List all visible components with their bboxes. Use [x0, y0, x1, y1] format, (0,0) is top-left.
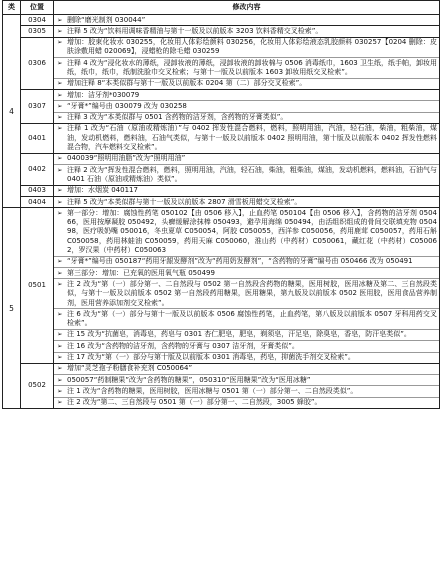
- content-text: 删除“磨光制剂 030044”: [67, 15, 146, 24]
- table-row: [3, 123, 440, 153]
- arrow-bullet-icon: ➢: [57, 375, 63, 384]
- arrow-bullet-icon: ➢: [57, 257, 63, 266]
- position-cell: 0404: [21, 197, 54, 208]
- content-text: 注释 1 改为“石油（原油或精炼油）”与 0402 挥发性混合燃料，燃料，照明用油，汽油，轻石油，柴油，粗柴油，煤油，发动机燃料，燃料油，石油气类似，与第十一版及以前版本 0402 照明用油，第十版及以前版本 0402 挥发性燃料混合物，汽车燃料交叉检索”。: [67, 124, 437, 152]
- content-line: [54, 341, 439, 352]
- table-row: [3, 363, 440, 408]
- table-row: [3, 208, 440, 363]
- arrow-bullet-icon: ➢: [57, 113, 63, 122]
- content-text: 注 17 改为“第（一）部分与第十版及以前版本 0301 消毒皂，药皂，抑菌洗手剂交叉检索”。: [67, 353, 355, 361]
- content-line: [54, 58, 439, 79]
- content-text: 注释 3 改为“本类似群与 0501 含药物的洁牙剂，含药物的牙膏类似”。: [67, 113, 288, 122]
- content-text: 注 2 改为“第（一）部分第一、二自然段与 0502 第一自然段含药物的糖果，医用树胶，医用冰糖及第二、三自然段类似，与第十一版及以前版本 0502 第一自然段药用糖果，医用糖果，第九版及以前版本 0502 医用胶，医用食品营养制剂，医用营养添加剂交叉检索”。: [67, 279, 437, 307]
- arrow-bullet-icon: ➢: [57, 341, 63, 350]
- content-text: 注 15 改为“抗菌皂，消毒皂，药皂与 0301 杏仁肥皂，肥皂，剃须皂，汗足皂，除臭皂，香皂，防汗皂类似”。: [67, 330, 411, 339]
- table-row: [3, 15, 440, 26]
- header-class: 类: [3, 1, 21, 15]
- arrow-bullet-icon: ➢: [57, 398, 63, 407]
- content-text: 增加：洁牙剂*030079: [67, 90, 140, 99]
- header-content: 修改内容: [54, 1, 440, 15]
- arrow-bullet-icon: ➢: [57, 79, 63, 88]
- table-body: [3, 15, 440, 409]
- content-line: [54, 398, 439, 408]
- content-text: 注 6 改为“第（一）部分与第十一版及以前版本 0506 腐蚀性药笔，止血药笔，第八版及以前版本 0507 牙科用药交叉检索”。: [67, 309, 437, 328]
- arrow-bullet-icon: ➢: [57, 186, 63, 195]
- arrow-bullet-icon: ➢: [57, 208, 63, 217]
- content-cell: [54, 26, 440, 37]
- arrow-bullet-icon: ➢: [57, 309, 63, 318]
- content-cell: [54, 123, 440, 153]
- class-cell: 5: [3, 208, 21, 409]
- table-row: [3, 37, 440, 89]
- content-text: 注释 5 改为“饮料用调味香精油与第十一版及以前版本 3203 饮料香精交叉检索”。: [67, 26, 323, 35]
- content-text: 050057“药制糖果”改为“含药物的糖果”，050310“医用糖果”改为“医用冰糖”: [67, 375, 311, 384]
- revision-table: [2, 0, 440, 409]
- content-line: [54, 268, 439, 279]
- content-line: [54, 330, 439, 341]
- arrow-bullet-icon: ➢: [57, 101, 63, 110]
- content-text: 注 16 改为“含药物的洁牙剂，含药物的牙膏与 0307 洁牙剂，牙膏类似”。: [67, 341, 299, 350]
- position-cell: 0306: [21, 37, 54, 89]
- content-text: 注释 4 改为“浸化妆水的薄纸，浸卸妆液的薄纸，浸卸妆液的卸妆棉与 0506 消毒纸巾，1603 卫生纸，纸手帕，卸妆用纸，纸巾，纸巾，纸制洗脸巾交叉检索；与第十一版及以前版本 1603 卸妆用纸交叉检索”。: [67, 58, 437, 76]
- arrow-bullet-icon: ➢: [57, 197, 63, 206]
- content-line: [54, 208, 439, 256]
- content-line: [54, 154, 439, 165]
- content-line: [54, 124, 439, 153]
- arrow-bullet-icon: ➢: [57, 90, 63, 99]
- content-cell: [54, 208, 440, 363]
- arrow-bullet-icon: ➢: [57, 268, 63, 277]
- content-text: 注 1 改为“含药物的糖果，医用树胶，医用冰糖与 0501 第（一）部分第一、二自然段类似”。: [67, 386, 358, 395]
- arrow-bullet-icon: ➢: [57, 165, 63, 174]
- content-line: [54, 309, 439, 330]
- content-line: [54, 90, 439, 101]
- position-cell: 0401: [21, 123, 54, 153]
- position-cell: 0501: [21, 208, 54, 363]
- content-cell: [54, 15, 440, 26]
- table-row: [3, 197, 440, 208]
- content-line: [54, 386, 439, 397]
- arrow-bullet-icon: ➢: [57, 353, 63, 361]
- arrow-bullet-icon: ➢: [57, 15, 63, 24]
- content-cell: [54, 37, 440, 89]
- content-text: 增加“灵芝孢子粉膳食补充剂 C050064”: [67, 364, 193, 373]
- position-cell: 0304: [21, 15, 54, 26]
- content-line: [54, 364, 439, 375]
- header-position: 位置: [21, 1, 54, 15]
- arrow-bullet-icon: ➢: [57, 154, 63, 163]
- position-cell: 0307: [21, 90, 54, 124]
- content-cell: [54, 363, 440, 408]
- content-cell: [54, 197, 440, 208]
- content-line: [54, 165, 439, 185]
- position-cell: 0402: [21, 153, 54, 185]
- table-row: [3, 90, 440, 124]
- content-line: [54, 375, 439, 386]
- arrow-bullet-icon: ➢: [57, 330, 63, 339]
- content-text: 注释 5 改为“本类似群与第十一版及以前版本 2807 滑雪板用蜡交叉检索”。: [67, 197, 302, 206]
- arrow-bullet-icon: ➢: [57, 124, 63, 133]
- table-row: [3, 185, 440, 196]
- content-line: [54, 113, 439, 123]
- content-line: [54, 15, 439, 25]
- content-cell: [54, 153, 440, 185]
- content-line: [54, 79, 439, 89]
- table-row: [3, 26, 440, 37]
- arrow-bullet-icon: ➢: [57, 58, 63, 67]
- content-line: [54, 38, 439, 59]
- content-cell: [54, 185, 440, 196]
- content-line: [54, 101, 439, 112]
- position-cell: 0502: [21, 363, 54, 408]
- content-text: 增加：水烟炭 040117: [67, 186, 138, 195]
- content-text: 第三部分：增加：已充氧的医用氧气瓶 050499: [67, 268, 215, 277]
- content-text: “牙膏*”编号由 050187“药用牙龈发酵剂”改为“药用奶发酵剂”，“含药物的牙膏”编号由 050466 改为 050491: [67, 257, 413, 266]
- content-text: 注 2 改为“第二、三自然段与 0501 第（一）部分第一、二自然段，3005 蜂胶”。: [67, 398, 322, 407]
- content-line: [54, 26, 439, 36]
- content-text: 第一部分：增加：腐蚀性药笔 050102【由 0506 移入】，止血药笔 050104【由 0506 移入】，含药物的洁牙剂 050466，医用按摩凝胶 050492，头癣缓解涂抹棒 050493，避孕用海绵 050494，由活组织组成的骨间交联填充物 050498，医疗吸奶嘴 050016，冬虫夏草 C050054，阿胶 C050055，西洋参 C050056，药用鹿茸 C050057，药用石斛 C050058，药用林蛙油 C050059，药用天麻 C050060，淮山药（中药材）C050061，藏红花（中药材）C050062，罗汉果（中药材）C050063: [67, 208, 437, 255]
- content-line: [54, 257, 439, 268]
- table-header-row: [3, 1, 440, 15]
- content-cell: [54, 90, 440, 124]
- content-text: 增加注释 8“本类似群与第十一版及以前版本 0204 第（二）部分交叉检索”。: [67, 79, 307, 88]
- arrow-bullet-icon: ➢: [57, 38, 63, 47]
- content-line: [54, 279, 439, 309]
- content-line: [54, 197, 439, 207]
- content-text: “牙膏*”编号由 030079 改为 030258: [67, 101, 187, 110]
- content-line: [54, 353, 439, 363]
- position-cell: 0403: [21, 185, 54, 196]
- content-text: 040039“照明用油脂”改为“照明用油”: [67, 154, 186, 163]
- class-cell: 4: [3, 15, 21, 208]
- table-row: [3, 153, 440, 185]
- content-text: 增加：胶束化妆水 030255，化妆用人体彩绘颜料 030256，化妆用人体彩绘液态乳胶颜料 030257【0204 删除：皮肤涂敷用蜡 020069】，浸蜡枪的除毛蜡 030259: [67, 38, 437, 56]
- arrow-bullet-icon: ➢: [57, 279, 63, 288]
- arrow-bullet-icon: ➢: [57, 364, 63, 373]
- content-text: 注释 2 改为“挥发性混合燃料，燃料，照明用油，汽油，轻石油，柴油，粗柴油，煤油，发动机燃料，燃料油，石油气与 0401 石油（原油或精炼油）类似”。: [67, 165, 437, 183]
- content-line: [54, 186, 439, 196]
- arrow-bullet-icon: ➢: [57, 26, 63, 35]
- position-cell: 0305: [21, 26, 54, 37]
- arrow-bullet-icon: ➢: [57, 386, 63, 395]
